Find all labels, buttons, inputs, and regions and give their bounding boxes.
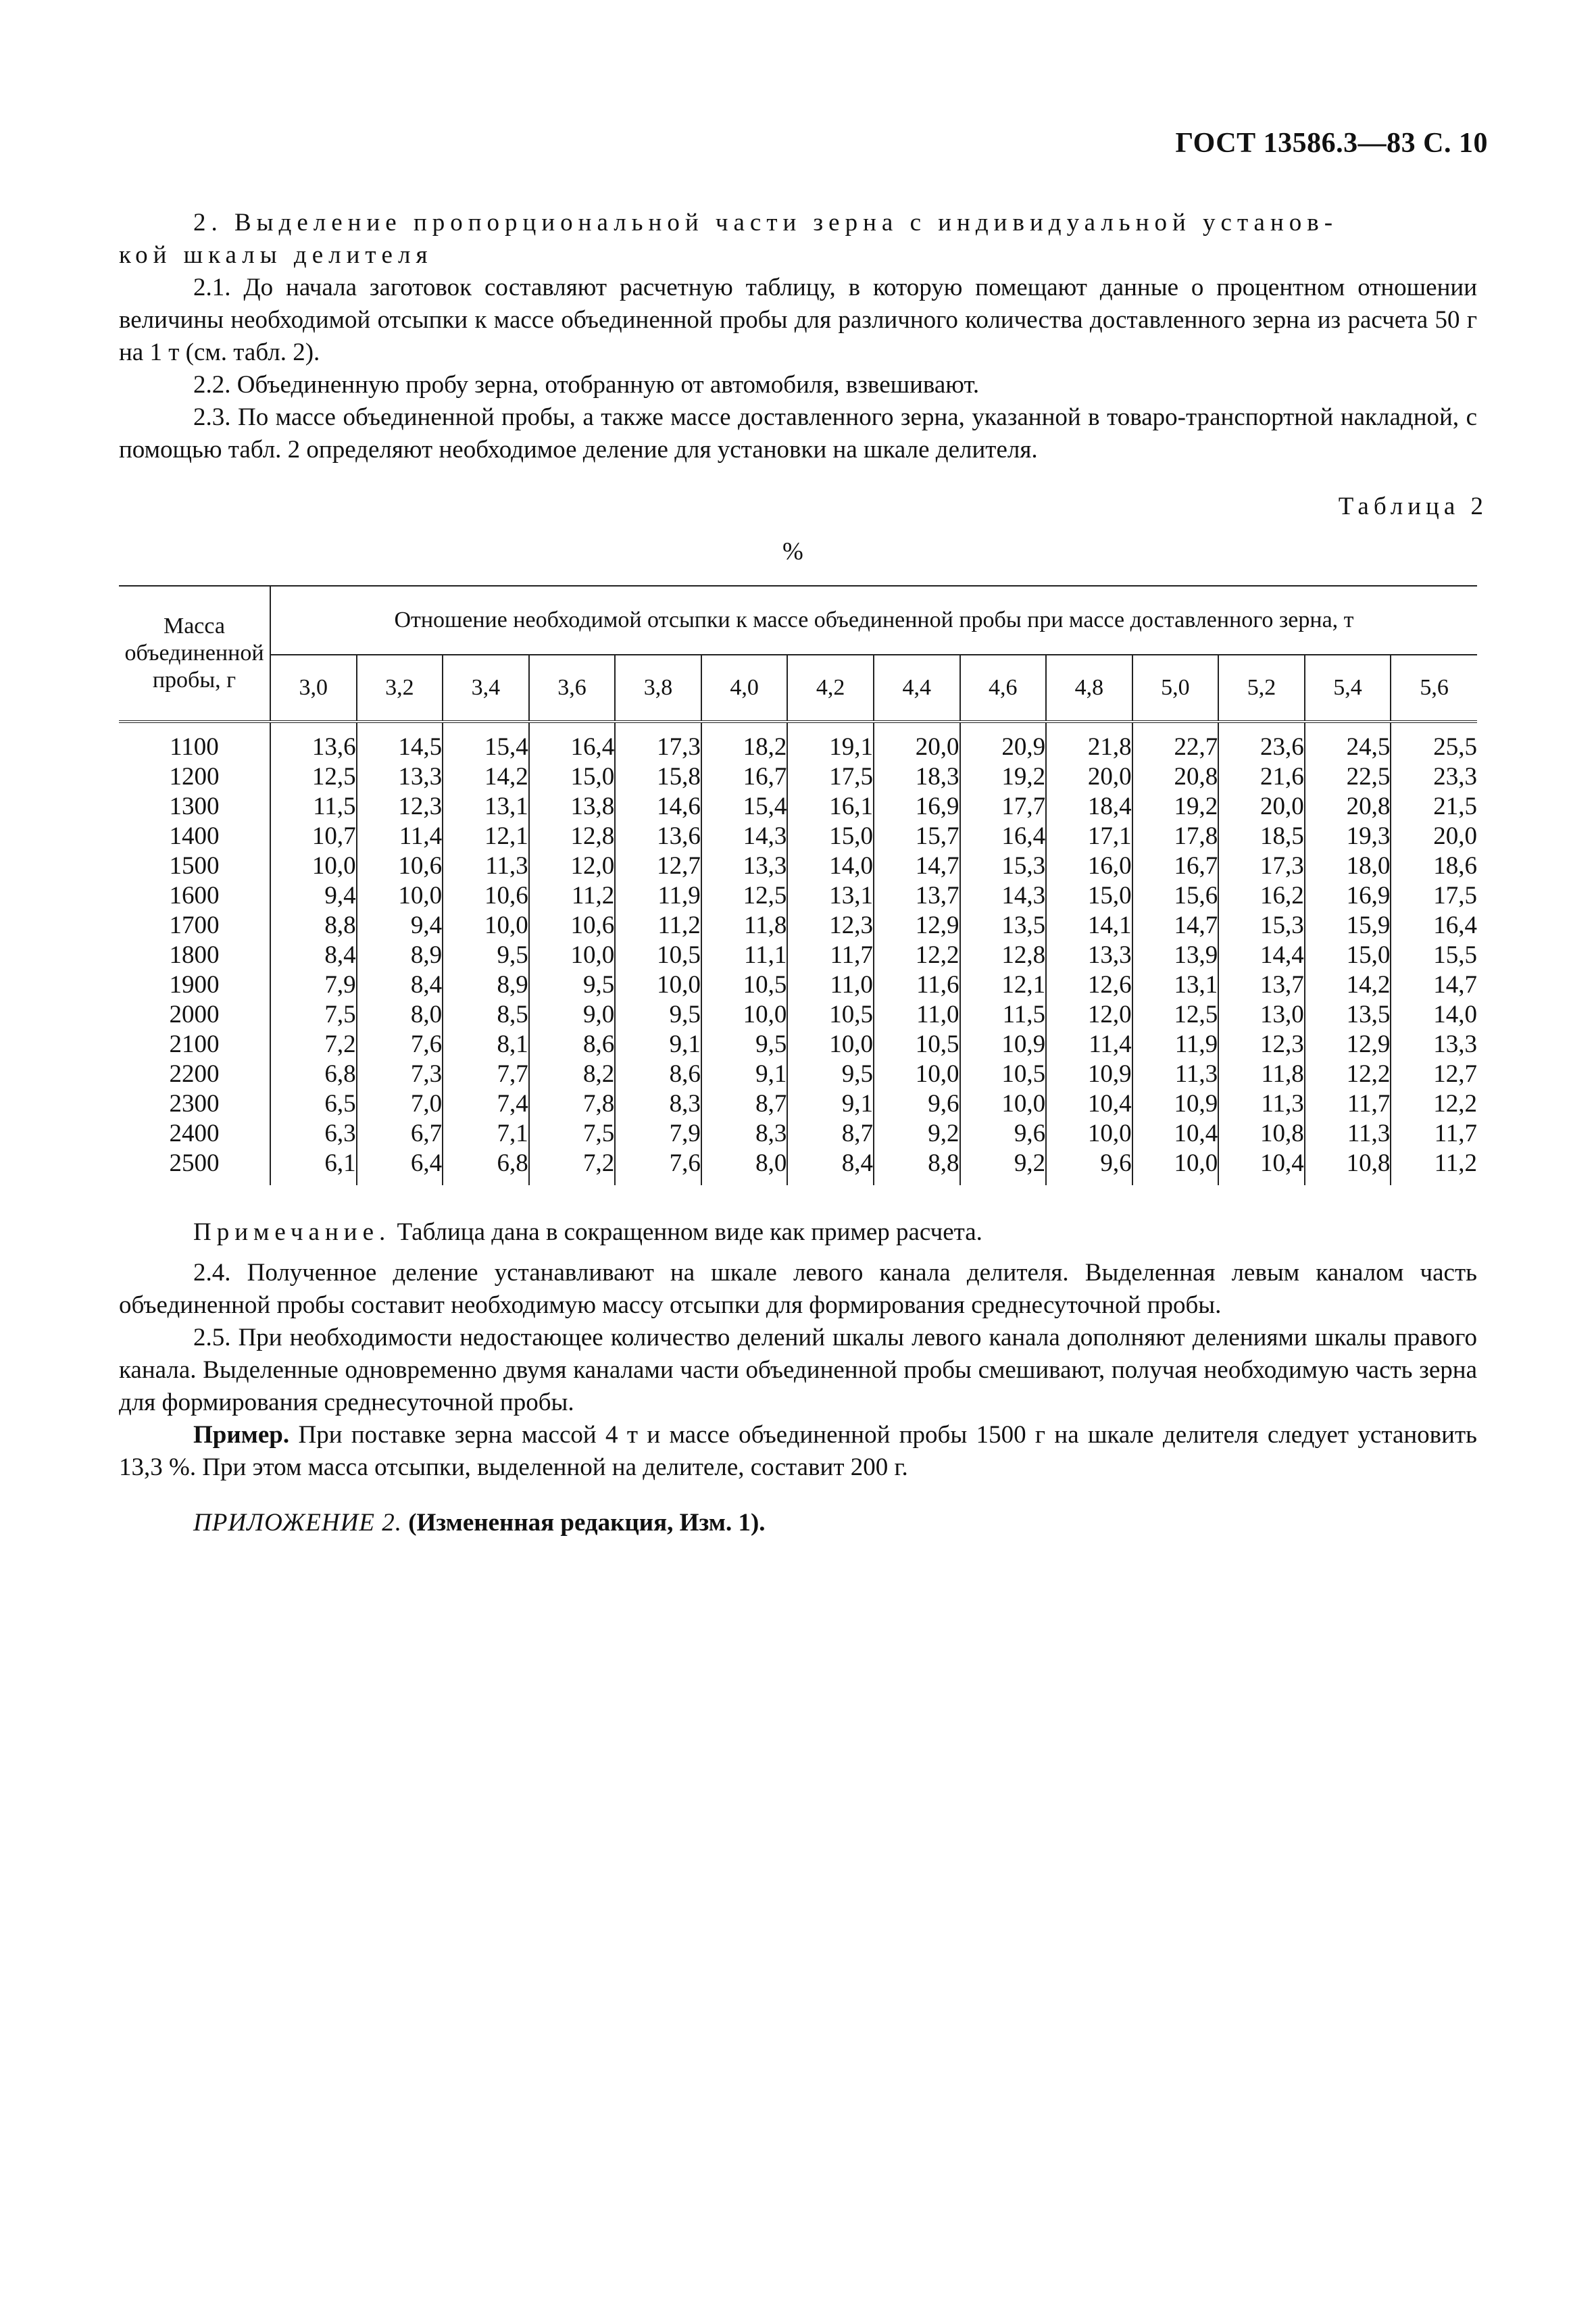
ratio-value-cell: 6,3 [270,1119,357,1149]
ratio-value-cell: 12,6 [1046,970,1132,1000]
ratio-value-cell: 8,6 [529,1030,616,1060]
ratio-value-cell: 11,8 [701,911,788,941]
ratio-value-cell: 14,3 [960,881,1047,911]
ratio-value-cell: 13,3 [1391,1030,1477,1060]
ratio-value-cell: 7,6 [357,1030,443,1060]
ratio-value-cell: 16,7 [1132,851,1219,881]
ratio-value-cell: 11,4 [1046,1030,1132,1060]
ratio-value-cell: 10,0 [701,1000,788,1030]
ratio-value-cell: 12,3 [357,792,443,822]
ratio-value-cell: 11,3 [1132,1060,1219,1089]
ratio-value-cell: 13,7 [874,881,960,911]
ratio-value-cell: 9,5 [787,1060,874,1089]
ratio-value-cell: 9,1 [787,1089,874,1119]
ratio-value-cell: 14,1 [1046,911,1132,941]
ratio-value-cell: 20,0 [1218,792,1305,822]
ratio-value-cell: 18,2 [701,722,788,762]
grain-mass-column-header: 4,0 [701,655,788,722]
ratio-value-cell: 18,0 [1305,851,1391,881]
ratio-value-cell: 11,7 [1391,1119,1477,1149]
section-heading-line2: кой шкалы делителя [119,241,433,269]
grain-mass-column-header: 4,8 [1046,655,1132,722]
table-label: Таблица 2 [1338,493,1488,520]
ratio-value-cell: 17,5 [1391,881,1477,911]
ratio-value-cell: 12,2 [874,941,960,970]
ratio-value-cell: 11,2 [1391,1149,1477,1185]
ratio-value-cell: 7,6 [615,1149,701,1185]
ratio-value-cell: 17,5 [787,762,874,792]
ratio-value-cell: 8,7 [701,1089,788,1119]
ratio-value-cell: 9,6 [874,1089,960,1119]
ratio-value-cell: 6,4 [357,1149,443,1185]
ratio-value-cell: 11,5 [960,1000,1047,1030]
ratio-value-cell: 12,8 [960,941,1047,970]
ratio-value-cell: 9,5 [529,970,616,1000]
ratio-value-cell: 16,9 [1305,881,1391,911]
grain-mass-column-header: 4,4 [874,655,960,722]
sample-mass-cell: 1600 [169,882,220,910]
ratio-value-cell: 13,8 [529,792,616,822]
ratio-value-cell: 12,5 [1132,1000,1219,1030]
sample-mass-cell: 2300 [169,1090,220,1118]
ratio-value-cell: 14,7 [1132,911,1219,941]
ratio-value-cell: 20,8 [1305,792,1391,822]
ratio-value-cell: 13,5 [960,911,1047,941]
ratio-value-cell: 10,4 [1218,1149,1305,1185]
ratio-value-cell: 15,0 [1046,881,1132,911]
ratio-value-cell: 18,6 [1391,851,1477,881]
paragraph-2-5: 2.5. При необходимости недостающее количество делений шкалы левого канала дополняют делениями шкалы правого канала. Выделенные одновременно двумя каналами части объединенной пробы смешивают, получая необходимую часть зерна для формирования среднесуточной пробы. [119,1324,1477,1416]
ratio-value-cell: 21,5 [1391,792,1477,822]
grain-mass-column-header: 3,6 [529,655,616,722]
example-paragraph [119,1419,1477,1484]
ratio-value-cell: 19,3 [1305,822,1391,851]
ratio-value-cell: 25,5 [1391,722,1477,762]
ratio-value-cell: 11,0 [787,970,874,1000]
ratio-value-cell: 15,4 [701,792,788,822]
sample-mass-cell: 1800 [169,941,220,969]
note-label: Примечание. [193,1218,391,1246]
ratio-value-cell: 20,0 [874,722,960,762]
ratio-value-cell: 16,0 [1046,851,1132,881]
ratio-value-cell: 8,4 [270,941,357,970]
table-row [119,792,1477,822]
ratio-value-cell: 16,9 [874,792,960,822]
table-row [119,881,1477,911]
ratio-value-cell: 7,8 [529,1089,616,1119]
ratio-value-cell: 10,4 [1046,1089,1132,1119]
ratio-value-cell: 10,5 [787,1000,874,1030]
ratio-value-cell: 8,4 [787,1149,874,1185]
ratio-value-cell: 12,0 [529,851,616,881]
sample-mass-cell: 1100 [170,733,219,761]
table-row [119,762,1477,792]
ratio-value-cell: 15,0 [1305,941,1391,970]
table-row [119,1119,1477,1149]
ratio-value-cell: 16,1 [787,792,874,822]
ratio-value-cell: 13,7 [1218,970,1305,1000]
ratio-value-cell: 8,2 [529,1060,616,1089]
table-note [119,1216,1477,1249]
grain-mass-column-header: 3,2 [357,655,443,722]
ratio-value-cell: 23,6 [1218,722,1305,762]
ratio-value-cell: 18,4 [1046,792,1132,822]
ratio-value-cell: 17,3 [615,722,701,762]
ratio-value-cell: 15,3 [960,851,1047,881]
ratio-value-cell: 9,5 [615,1000,701,1030]
sample-mass-cell: 1900 [169,971,220,999]
ratio-value-cell: 7,2 [529,1149,616,1185]
ratio-value-cell: 8,8 [874,1149,960,1185]
ratio-value-cell: 10,5 [615,941,701,970]
ratio-value-cell: 11,2 [529,881,616,911]
ratio-value-cell: 15,8 [615,762,701,792]
table-row [119,1000,1477,1030]
ratio-value-cell: 7,2 [270,1030,357,1060]
ratio-value-cell: 10,0 [615,970,701,1000]
sample-mass-cell: 2200 [169,1060,220,1088]
ratio-value-cell: 12,3 [787,911,874,941]
ratio-value-cell: 19,2 [1132,792,1219,822]
ratio-value-cell: 10,0 [874,1060,960,1089]
ratio-value-cell: 9,1 [701,1060,788,1089]
note-text: Таблица дана в сокращенном виде как пример расчета. [391,1218,982,1246]
ratio-value-cell: 8,6 [615,1060,701,1089]
ratio-value-cell: 6,8 [443,1149,529,1185]
ratio-value-cell: 10,0 [787,1030,874,1060]
ratio-value-cell: 11,6 [874,970,960,1000]
ratio-value-cell: 8,1 [443,1030,529,1060]
ratio-value-cell: 16,2 [1218,881,1305,911]
ratio-value-cell: 14,6 [615,792,701,822]
sample-mass-cell: 2100 [169,1030,220,1058]
paragraph-2-4: 2.4. Полученное деление устанавливают на шкале левого канала делителя. Выделенная левым каналом часть объединенной пробы составит необходимую массу отсыпки для формирования среднесуточной пробы. [119,1259,1477,1319]
ratio-value-cell: 12,7 [615,851,701,881]
ratio-value-cell: 22,7 [1132,722,1219,762]
ratio-value-cell: 11,9 [615,881,701,911]
ratio-value-cell: 14,7 [874,851,960,881]
ratio-value-cell: 17,1 [1046,822,1132,851]
appendix-revision: (Измененная редакция, Изм. 1). [408,1509,766,1537]
ratio-value-cell: 8,8 [270,911,357,941]
ratio-value-cell: 13,1 [1132,970,1219,1000]
ratio-value-cell: 12,7 [1391,1060,1477,1089]
ratio-value-cell: 13,9 [1132,941,1219,970]
ratio-value-cell: 7,1 [443,1119,529,1149]
ratio-value-cell: 11,7 [787,941,874,970]
paragraph-2-2: 2.2. Объединенную пробу зерна, отобранную от автомобиля, взвешивают. [193,371,980,399]
ratio-value-cell: 13,3 [1046,941,1132,970]
ratio-value-cell: 17,3 [1218,851,1305,881]
ratio-value-cell: 24,5 [1305,722,1391,762]
ratio-value-cell: 14,2 [1305,970,1391,1000]
ratio-value-cell: 15,0 [787,822,874,851]
grain-mass-column-header: 5,4 [1305,655,1391,722]
grain-mass-column-header: 5,2 [1218,655,1305,722]
ratio-value-cell: 16,4 [529,722,616,762]
ratio-value-cell: 12,3 [1218,1030,1305,1060]
ratio-value-cell: 9,1 [615,1030,701,1060]
ratio-value-cell: 20,0 [1046,762,1132,792]
grain-mass-column-header: 3,4 [443,655,529,722]
paragraph-2-3: 2.3. По массе объединенной пробы, а также массе доставленного зерна, указанной в товаро-транспортной накладной, с помощью табл. 2 определяют необходимое деление для установки на шкале делителя. [119,403,1477,464]
grain-mass-column-header: 3,8 [615,655,701,722]
ratio-value-cell: 9,4 [357,911,443,941]
ratio-value-cell: 10,0 [529,941,616,970]
ratio-value-cell: 8,7 [787,1119,874,1149]
ratio-value-cell: 7,4 [443,1089,529,1119]
ratio-value-cell: 9,5 [701,1030,788,1060]
ratio-value-cell: 13,5 [1305,1000,1391,1030]
ratio-value-cell: 7,5 [529,1119,616,1149]
ratio-value-cell: 21,8 [1046,722,1132,762]
ratio-value-cell: 10,6 [443,881,529,911]
grain-mass-column-header: 4,6 [960,655,1047,722]
paragraph-2-1: 2.1. До начала заготовок составляют расчетную таблицу, в которую помещают данные о процентном отношении величины необходимой отсыпки к массе объединенной пробы для различного количества доставленного зерна из расчета 50 г на 1 т (см. табл. 2). [119,274,1477,366]
ratio-value-cell: 12,2 [1305,1060,1391,1089]
ratio-value-cell: 11,4 [357,822,443,851]
ratio-value-cell: 7,9 [615,1119,701,1149]
ratio-value-cell: 16,4 [960,822,1047,851]
ratio-value-cell: 17,8 [1132,822,1219,851]
ratio-value-cell: 14,5 [357,722,443,762]
ratio-value-cell: 12,5 [270,762,357,792]
ratio-value-cell: 13,1 [787,881,874,911]
ratio-value-cell: 7,5 [270,1000,357,1030]
ratio-value-cell: 10,0 [960,1089,1047,1119]
ratio-value-cell: 8,0 [357,1000,443,1030]
table-row [119,1030,1477,1060]
ratio-value-cell: 13,3 [701,851,788,881]
ratio-value-cell: 6,8 [270,1060,357,1089]
table-unit: % [782,538,803,566]
notes-section [119,1216,1477,1484]
mass-column-header: Масса объединенной пробы, г [119,586,270,722]
ratio-value-cell: 11,0 [874,1000,960,1030]
ratio-value-cell: 17,7 [960,792,1047,822]
sample-mass-cell: 2000 [169,1001,220,1028]
ratio-value-cell: 15,7 [874,822,960,851]
ratio-value-cell: 13,0 [1218,1000,1305,1030]
table-row [119,822,1477,851]
table-row [119,851,1477,881]
ratio-value-cell: 12,9 [874,911,960,941]
ratio-value-cell: 8,9 [443,970,529,1000]
sample-mass-cell: 1300 [169,793,220,820]
ratio-value-cell: 9,5 [443,941,529,970]
grain-mass-header-row [119,655,1477,722]
ratio-value-cell: 10,0 [1132,1149,1219,1185]
ratio-value-cell: 9,6 [960,1119,1047,1149]
ratio-value-cell: 18,3 [874,762,960,792]
ratio-value-cell: 15,3 [1218,911,1305,941]
ratio-value-cell: 9,0 [529,1000,616,1030]
ratio-value-cell: 6,1 [270,1149,357,1185]
appendix-note [193,1508,766,1537]
ratio-value-cell: 7,9 [270,970,357,1000]
ratio-value-cell: 10,4 [1132,1119,1219,1149]
ratio-value-cell: 13,6 [270,722,357,762]
ratio-header: Отношение необходимой отсыпки к массе объединенной пробы при массе доставленного зерна, т [270,586,1477,655]
ratio-value-cell: 12,5 [701,881,788,911]
ratio-value-cell: 15,6 [1132,881,1219,911]
ratio-value-cell: 9,6 [1046,1149,1132,1185]
table-row [119,970,1477,1000]
ratio-value-cell: 20,9 [960,722,1047,762]
example-label: Пример. [193,1421,290,1449]
ratio-value-cell: 10,0 [1046,1119,1132,1149]
ratio-value-cell: 10,0 [357,881,443,911]
ratio-value-cell: 10,8 [1218,1119,1305,1149]
ratio-value-cell: 12,1 [443,822,529,851]
ratio-value-cell: 10,5 [701,970,788,1000]
ratio-value-cell: 11,9 [1132,1030,1219,1060]
appendix-title: ПРИЛОЖЕНИЕ 2. [193,1509,402,1537]
ratio-value-cell: 15,4 [443,722,529,762]
ratio-value-cell: 11,3 [1305,1119,1391,1149]
ratio-value-cell: 16,4 [1391,911,1477,941]
table-row [119,1149,1477,1185]
ratio-value-cell: 11,7 [1305,1089,1391,1119]
ratio-value-cell: 13,6 [615,822,701,851]
table-row [119,911,1477,941]
page-header: ГОСТ 13586.3—83 С. 10 [1175,128,1488,159]
ratio-value-cell: 14,2 [443,762,529,792]
ratio-value-cell: 9,4 [270,881,357,911]
ratio-value-cell: 7,0 [357,1089,443,1119]
sample-mass-cell: 1400 [169,822,220,850]
ratio-value-cell: 8,5 [443,1000,529,1030]
ratio-value-cell: 11,3 [1218,1089,1305,1119]
ratio-value-cell: 14,7 [1391,970,1477,1000]
ratio-value-cell: 9,2 [874,1119,960,1149]
ratio-value-cell: 14,3 [701,822,788,851]
ratio-value-cell: 12,9 [1305,1030,1391,1060]
table-row [119,1089,1477,1119]
ratio-value-cell: 23,3 [1391,762,1477,792]
ratio-table [119,585,1477,1185]
ratio-value-cell: 10,5 [874,1030,960,1060]
ratio-value-cell: 7,7 [443,1060,529,1089]
ratio-value-cell: 11,1 [701,941,788,970]
example-text: При поставке зерна массой 4 т и массе объединенной пробы 1500 г на шкале делителя следует установить 13,3 %. При этом масса отсыпки, выделенной на делителе, составит 200 г. [119,1421,1477,1481]
grain-mass-column-header: 5,0 [1132,655,1219,722]
ratio-value-cell: 11,2 [615,911,701,941]
ratio-value-cell: 8,9 [357,941,443,970]
ratio-value-cell: 16,7 [701,762,788,792]
ratio-value-cell: 10,9 [960,1030,1047,1060]
sample-mass-cell: 1200 [169,763,220,791]
ratio-value-cell: 13,1 [443,792,529,822]
ratio-value-cell: 12,0 [1046,1000,1132,1030]
ratio-value-cell: 6,5 [270,1089,357,1119]
ratio-value-cell: 10,5 [960,1060,1047,1089]
ratio-value-cell: 10,0 [443,911,529,941]
ratio-value-cell: 10,6 [357,851,443,881]
ratio-value-cell: 13,3 [357,762,443,792]
table-row [119,722,1477,762]
ratio-value-cell: 9,2 [960,1149,1047,1185]
sample-mass-cell: 2500 [169,1149,220,1177]
ratio-value-cell: 15,5 [1391,941,1477,970]
ratio-value-cell: 10,9 [1046,1060,1132,1089]
ratio-value-cell: 12,2 [1391,1089,1477,1119]
ratio-value-cell: 14,0 [787,851,874,881]
ratio-value-cell: 20,8 [1132,762,1219,792]
sample-mass-cell: 1500 [169,852,220,880]
ratio-value-cell: 19,1 [787,722,874,762]
sample-mass-cell: 1700 [169,912,220,939]
table-row [119,1060,1477,1089]
ratio-value-cell: 19,2 [960,762,1047,792]
ratio-value-cell: 7,3 [357,1060,443,1089]
ratio-value-cell: 15,9 [1305,911,1391,941]
ratio-value-cell: 11,8 [1218,1060,1305,1089]
ratio-value-cell: 8,3 [701,1119,788,1149]
section-heading-line1: 2. Выделение пропорциональной части зерна с индивидуальной установ- [193,209,1339,237]
ratio-value-cell: 10,6 [529,911,616,941]
ratio-value-cell: 12,8 [529,822,616,851]
ratio-value-cell: 10,8 [1305,1149,1391,1185]
ratio-value-cell: 10,9 [1132,1089,1219,1119]
ratio-value-cell: 11,3 [443,851,529,881]
ratio-value-cell: 20,0 [1391,822,1477,851]
table-row [119,941,1477,970]
sample-mass-cell: 2400 [169,1120,220,1147]
ratio-value-cell: 21,6 [1218,762,1305,792]
ratio-value-cell: 12,1 [960,970,1047,1000]
section-2-text [119,207,1477,466]
grain-mass-column-header: 5,6 [1391,655,1477,722]
ratio-value-cell: 10,0 [270,851,357,881]
ratio-value-cell: 8,4 [357,970,443,1000]
ratio-value-cell: 8,3 [615,1089,701,1119]
ratio-value-cell: 14,4 [1218,941,1305,970]
ratio-value-cell: 15,0 [529,762,616,792]
ratio-value-cell: 8,0 [701,1149,788,1185]
grain-mass-column-header: 3,0 [270,655,357,722]
grain-mass-column-header: 4,2 [787,655,874,722]
ratio-value-cell: 14,0 [1391,1000,1477,1030]
ratio-value-cell: 22,5 [1305,762,1391,792]
ratio-value-cell: 10,7 [270,822,357,851]
ratio-value-cell: 11,5 [270,792,357,822]
ratio-value-cell: 18,5 [1218,822,1305,851]
table-body [119,722,1477,1185]
ratio-value-cell: 6,7 [357,1119,443,1149]
